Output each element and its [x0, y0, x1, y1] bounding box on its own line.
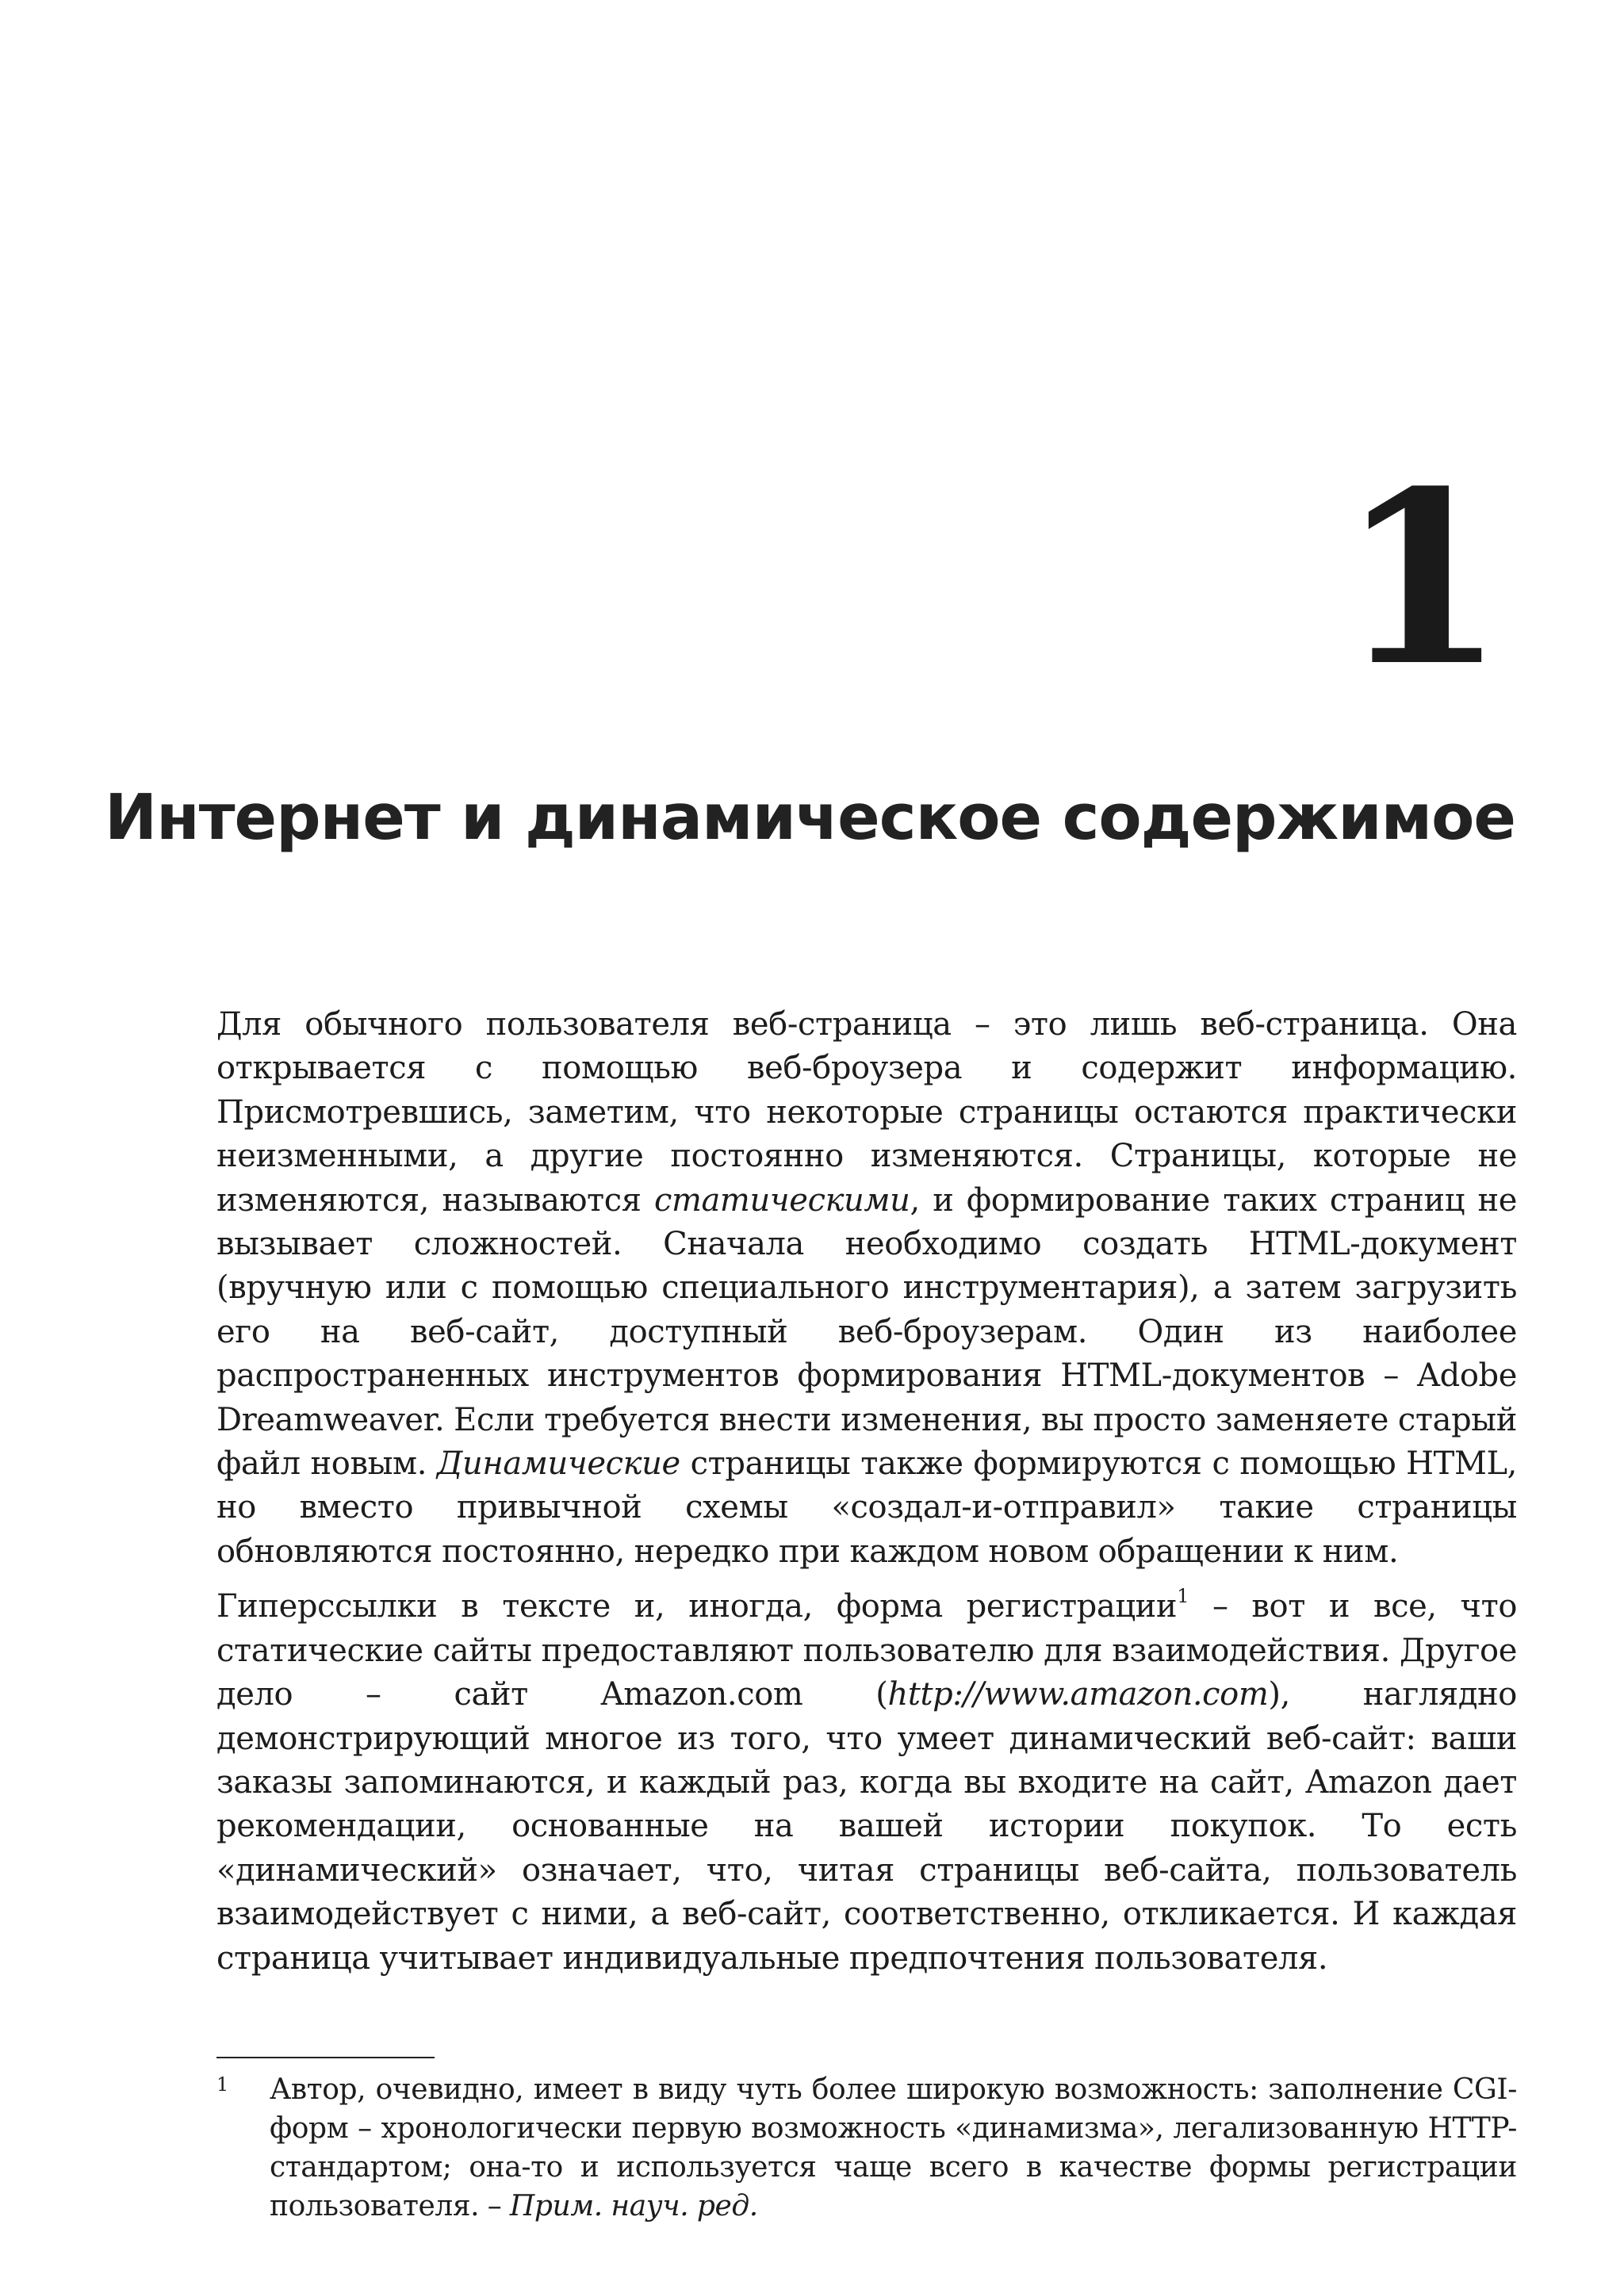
footnote — [216, 2070, 1517, 2226]
body-text — [216, 1003, 1517, 1981]
footnote-divider — [216, 2057, 435, 2058]
paragraph-1-text-b: , и формирование таких страниц не вызывает сложностей. Сначала необходимо создать HTML-документ (вручную или с помощью специального инструментария), а затем загрузить его на веб-сайт, доступный веб-броузерам. Один из наиболее распространенных инструментов формирования HTML-документов – Adobe Dreamweaver. Если требуется внести изменения, вы просто заменяете старый файл новым. — [216, 1181, 1517, 1483]
chapter-number: 1 — [1339, 438, 1497, 718]
footnote-reference[interactable]: 1 — [1177, 1585, 1189, 1608]
term-static: статическими — [653, 1181, 910, 1219]
chapter-title: Интернет и динамическое содержимое — [105, 781, 1515, 854]
term-dynamic: Динамические — [436, 1445, 680, 1483]
paragraph-2-text-a: Гиперссылки в тексте и, иногда, форма регистрации — [216, 1588, 1178, 1625]
paragraph-2 — [216, 1585, 1517, 1981]
paragraph-1-text-c: страницы также формируются с помощью HTML, но вместо привычной схемы «создал-и-отправил» такие страницы обновляются постоянно, нередко при каждом новом обращении к ним. — [216, 1445, 1517, 1570]
footnote-text — [270, 2070, 1517, 2226]
editor-note: Прим. науч. ред. — [509, 2190, 758, 2222]
footnote-mark: 1 — [216, 2073, 228, 2096]
paragraph-1-text-a: Для обычного пользователя веб-страница – это лишь веб-страница. Она открывается с помощью веб-броузера и содержит информацию. Присмотревшись, заметим, что некоторые страницы остаются практически неизменными, а другие постоянно изменяются. Страницы, которые не изменяются, называются — [216, 1006, 1517, 1219]
paragraph-2-text-c: ), наглядно демонстрирующий многое из того, что умеет динамический веб-сайт: ваши заказы запоминаются, и каждый раз, когда вы входите на сайт, Amazon дает рекомендации, основанные на вашей истории покупок. То есть «динамический» означает, что, читая страницы веб-сайта, пользователь взаимодействует с ними, а веб-сайт, соответственно, откликается. И каждая страница учитывает индивидуальные предпочтения пользователя. — [216, 1676, 1517, 1977]
paragraph-2-text-b: – вот и все, что статические сайты предоставляют пользователю для взаимодействия. Другое дело – сайт Amazon.com ( — [216, 1588, 1517, 1713]
amazon-url[interactable]: http://www.amazon.com — [887, 1676, 1269, 1713]
paragraph-1 — [216, 1003, 1517, 1574]
footnote-body: Автор, очевидно, имеет в виду чуть более широкую возможность: заполнение CGI-форм – хронологически первую возможность «динамизма», легализованную HTTP-стандартом; она-то и используется чаще всего в качестве формы регистрации пользователя. – — [270, 2073, 1517, 2222]
